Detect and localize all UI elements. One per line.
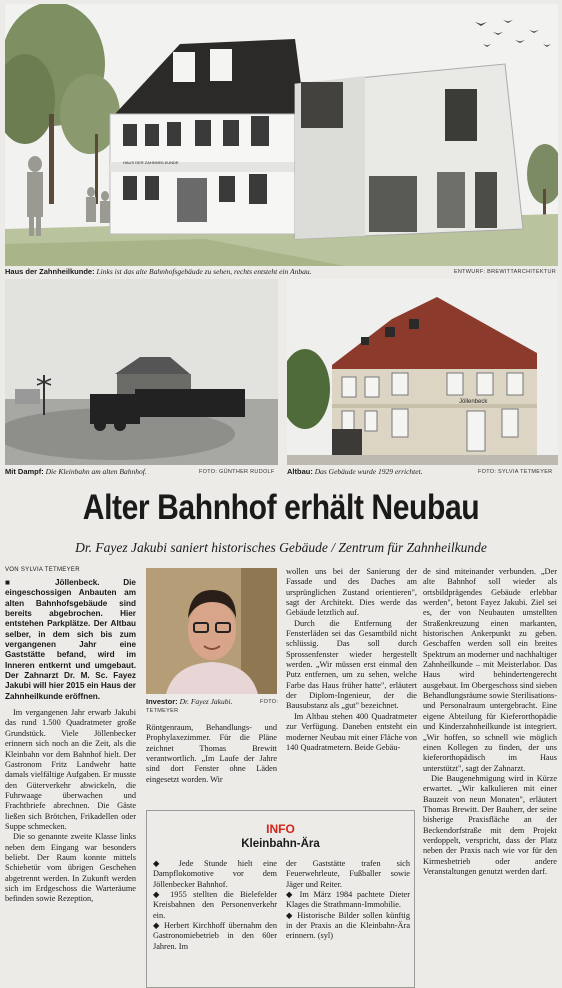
article-paragraph: Im vergangenen Jahr erwarb Jakubi das rund 1.500 Quadratmeter große Grundstück. Viele Jöllenbecker erinnern sich noch an die Zeit, als die Kleinbahn vor dem Bahnhof hielt. Der Gastronom Fritz Landwehr hatte damals vielfältige Aufgaben. Er musste den Güterverkehr abwickeln, die Fuhrwaage überwachen und Frachtbriefe abrechnen. Die Gäste ließen sich Brötchen, Frikadellen oder Suppe schmecken.: [5, 708, 136, 831]
info-box: [146, 810, 415, 988]
caption-label: Mit Dampf:: [5, 467, 44, 476]
article-lead: ■ Jöllenbeck. Die eingeschossigen Anbauten am alten Bahnhofsgebäude sind bereits abgebrochen. Hier entstehen Parkplätze. Der Altbau selber, in dem sich bis zum vergangenen Jahr eine Gaststätte befand, wird im Inneren entkernt und umgebaut. Der Zahnarzt Dr. M. Sc. Fayez Jakubi will hier 2015 ein Haus der Zahnheilkunde eröffnen.: [5, 578, 136, 701]
caption-label: Altbau:: [287, 467, 313, 476]
info-item: ◆ Im März 1984 pachtete Dieter Klages die Strathmann-Immobilie.: [286, 890, 410, 910]
caption-text: Das Gebäude wurde 1929 errichtet.: [314, 467, 423, 476]
credit-portrait-2: TETMEYER: [146, 708, 179, 714]
birds-icon: [475, 20, 551, 47]
caption-steam: [5, 467, 147, 476]
caption-altbau: [287, 467, 423, 476]
credit-rendering: ENTWURF: BREWITTARCHITEKTUR: [453, 269, 556, 275]
caption-text: Links ist das alte Bahnhofsgebäude zu sehen, rechts entsteht ein Anbau.: [96, 267, 312, 276]
subheadline: Dr. Fayez Jakubi saniert historisches Gebäude / Zentrum für Zahnheilkunde: [75, 540, 487, 555]
building-sign: HAUS DER ZAHNHEILKUNDE: [123, 160, 179, 165]
info-item: ◆ Historische Bilder sollen künftig in der Praxis an die Kleinbahn-Ära erinnern. (syl): [286, 910, 410, 941]
old-station-photo: [287, 279, 558, 465]
byline: VON SYLVIA TETMEYER: [5, 567, 80, 573]
article-paragraph: Durch die Entfernung der Fensterläden sei das Gesamtbild nicht schlüssig. Das soll durch Sprossenfenster wieder hergestellt werden. „Wir müssen erst einmal den Putz entfernen, um zu sehen, welche Farbe das Haus früher hatte", erläutert der Diplom-Ingenieur, der die Bausubstanz als „gut" bezeichnet.: [286, 618, 417, 711]
credit-altbau: FOTO: SYLVIA TETMEYER: [478, 469, 553, 475]
investor-portrait: [146, 568, 277, 694]
info-item: ◆ Herbert Kirchhoff übernahm den Gastronomiebetrieb in den 60er Jahren. Im: [153, 921, 277, 951]
credit-portrait-1: FOTO:: [260, 699, 279, 705]
article-paragraph: Röntgenraum, Behandlungs- und Prophylaxezimmer. Für die Pläne zeichnet Thomas Brewitt verantwortlich. „Im Laufe der Jahre sind dort Fenster ohne Läden eingesetzt worden. Wir: [146, 723, 277, 784]
steam-train-photo: [5, 279, 278, 465]
article-paragraph: Im Altbau stehen 400 Quadratmeter zur Verfügung. Daneben entsteht ein moderner Neubau mit einer Fläche von 140 Quadratmetern. Beide Gebäu-: [286, 711, 417, 752]
article-paragraph: Die so genannte zweite Klasse links neben dem Eingang war besonders beliebt. Der Raum konnte mittels Schiebetür vom übrigen Geschehen abgetrennt werden. In Zukunft werden sich im Erdgeschoss die Warteräume befinden sowie Rezeption,: [5, 832, 136, 904]
headline: Alter Bahnhof erhält Neubau: [82, 488, 480, 527]
article-column-3: [286, 567, 417, 753]
info-column-right: [286, 859, 410, 942]
article-paragraph: de sind miteinander verbunden. „Der alte Bahnhof soll wieder als ortsbildprägendes Gebäude erlebbar werden", betont Fayez Jakubi. Ziel sei es, der von Neubauten umstellten Straßenkreuzung einen markanten, historischen Ankerpunkt zu geben. Geschaffen werden soll ein breites Spektrum an moderner und nachhaltiger Zahnheilkunde – mit Meisterlabor. Das Haus wird behindertengerecht ausgebaut. Im Obergeschoss sind sieben Behandlungsräume sowie Sterilisations- und Personalraum untergebracht. Eine eigene Abteilung für Kieferorthopädie und Kinderzahnheilkunde ist integriert. „Wir hoffen, so schnell wie möglich einen Kollegen zu finden, der uns kieferorthopädisch im Haus unterstützt", sagt der Zahnarzt.: [423, 567, 557, 773]
info-item: ◆ 1955 stellten die Bielefelder Kreisbahnen den Personenverkehr ein.: [153, 890, 277, 920]
info-subheading: Kleinbahn-Ära: [241, 838, 320, 850]
article-column-4: [423, 567, 557, 877]
credit-steam: FOTO: GÜNTHER RUDOLF: [199, 469, 275, 475]
caption-rendering: [5, 267, 311, 276]
caption-text: Die Kleinbahn am alten Bahnhof.: [45, 467, 147, 476]
article-paragraph: wollen uns bei der Sanierung der Fassade und des Daches am ursprünglichen Zustand orientieren", sagt der Architekt. Dies werde das Gebäude letztlich auf.: [286, 567, 417, 618]
caption-label: Investor:: [146, 697, 178, 706]
caption-label: Haus der Zahnheilkunde:: [5, 267, 95, 276]
caption-text: Dr. Fayez Jakubi.: [179, 697, 233, 706]
info-column-left: [153, 859, 277, 952]
article-column-2: [146, 723, 277, 785]
article-paragraph: Die Baugenehmigung wird in Kürze erwartet. „Wir kalkulieren mit einer Bauzeit von neun Monaten", erläutert Thomas Brewitt. Der Bauherr, der seine bisherige Praxisfläche an der Beckendorfstraße mit dem Projekt verdoppelt, verspricht, dass der Platz neben der Praxis nach wie vor für den Kirmesbetrieb oder andere Veranstaltungen genutzt werden darf.: [423, 773, 557, 876]
info-item: ◆ Jede Stunde hielt eine Dampflokomotive vor dem Jöllenbecker Bahnhof.: [153, 859, 277, 889]
article-column-1: [5, 578, 136, 905]
station-sign: Jöllenbeck: [459, 399, 488, 405]
architect-rendering: [5, 4, 558, 266]
info-item: der Gaststätte trafen sich Feuerwehrleute, Fußballer sowie Jäger und Reiter.: [286, 859, 410, 889]
caption-portrait: [146, 697, 232, 706]
info-heading: INFO: [266, 822, 295, 836]
